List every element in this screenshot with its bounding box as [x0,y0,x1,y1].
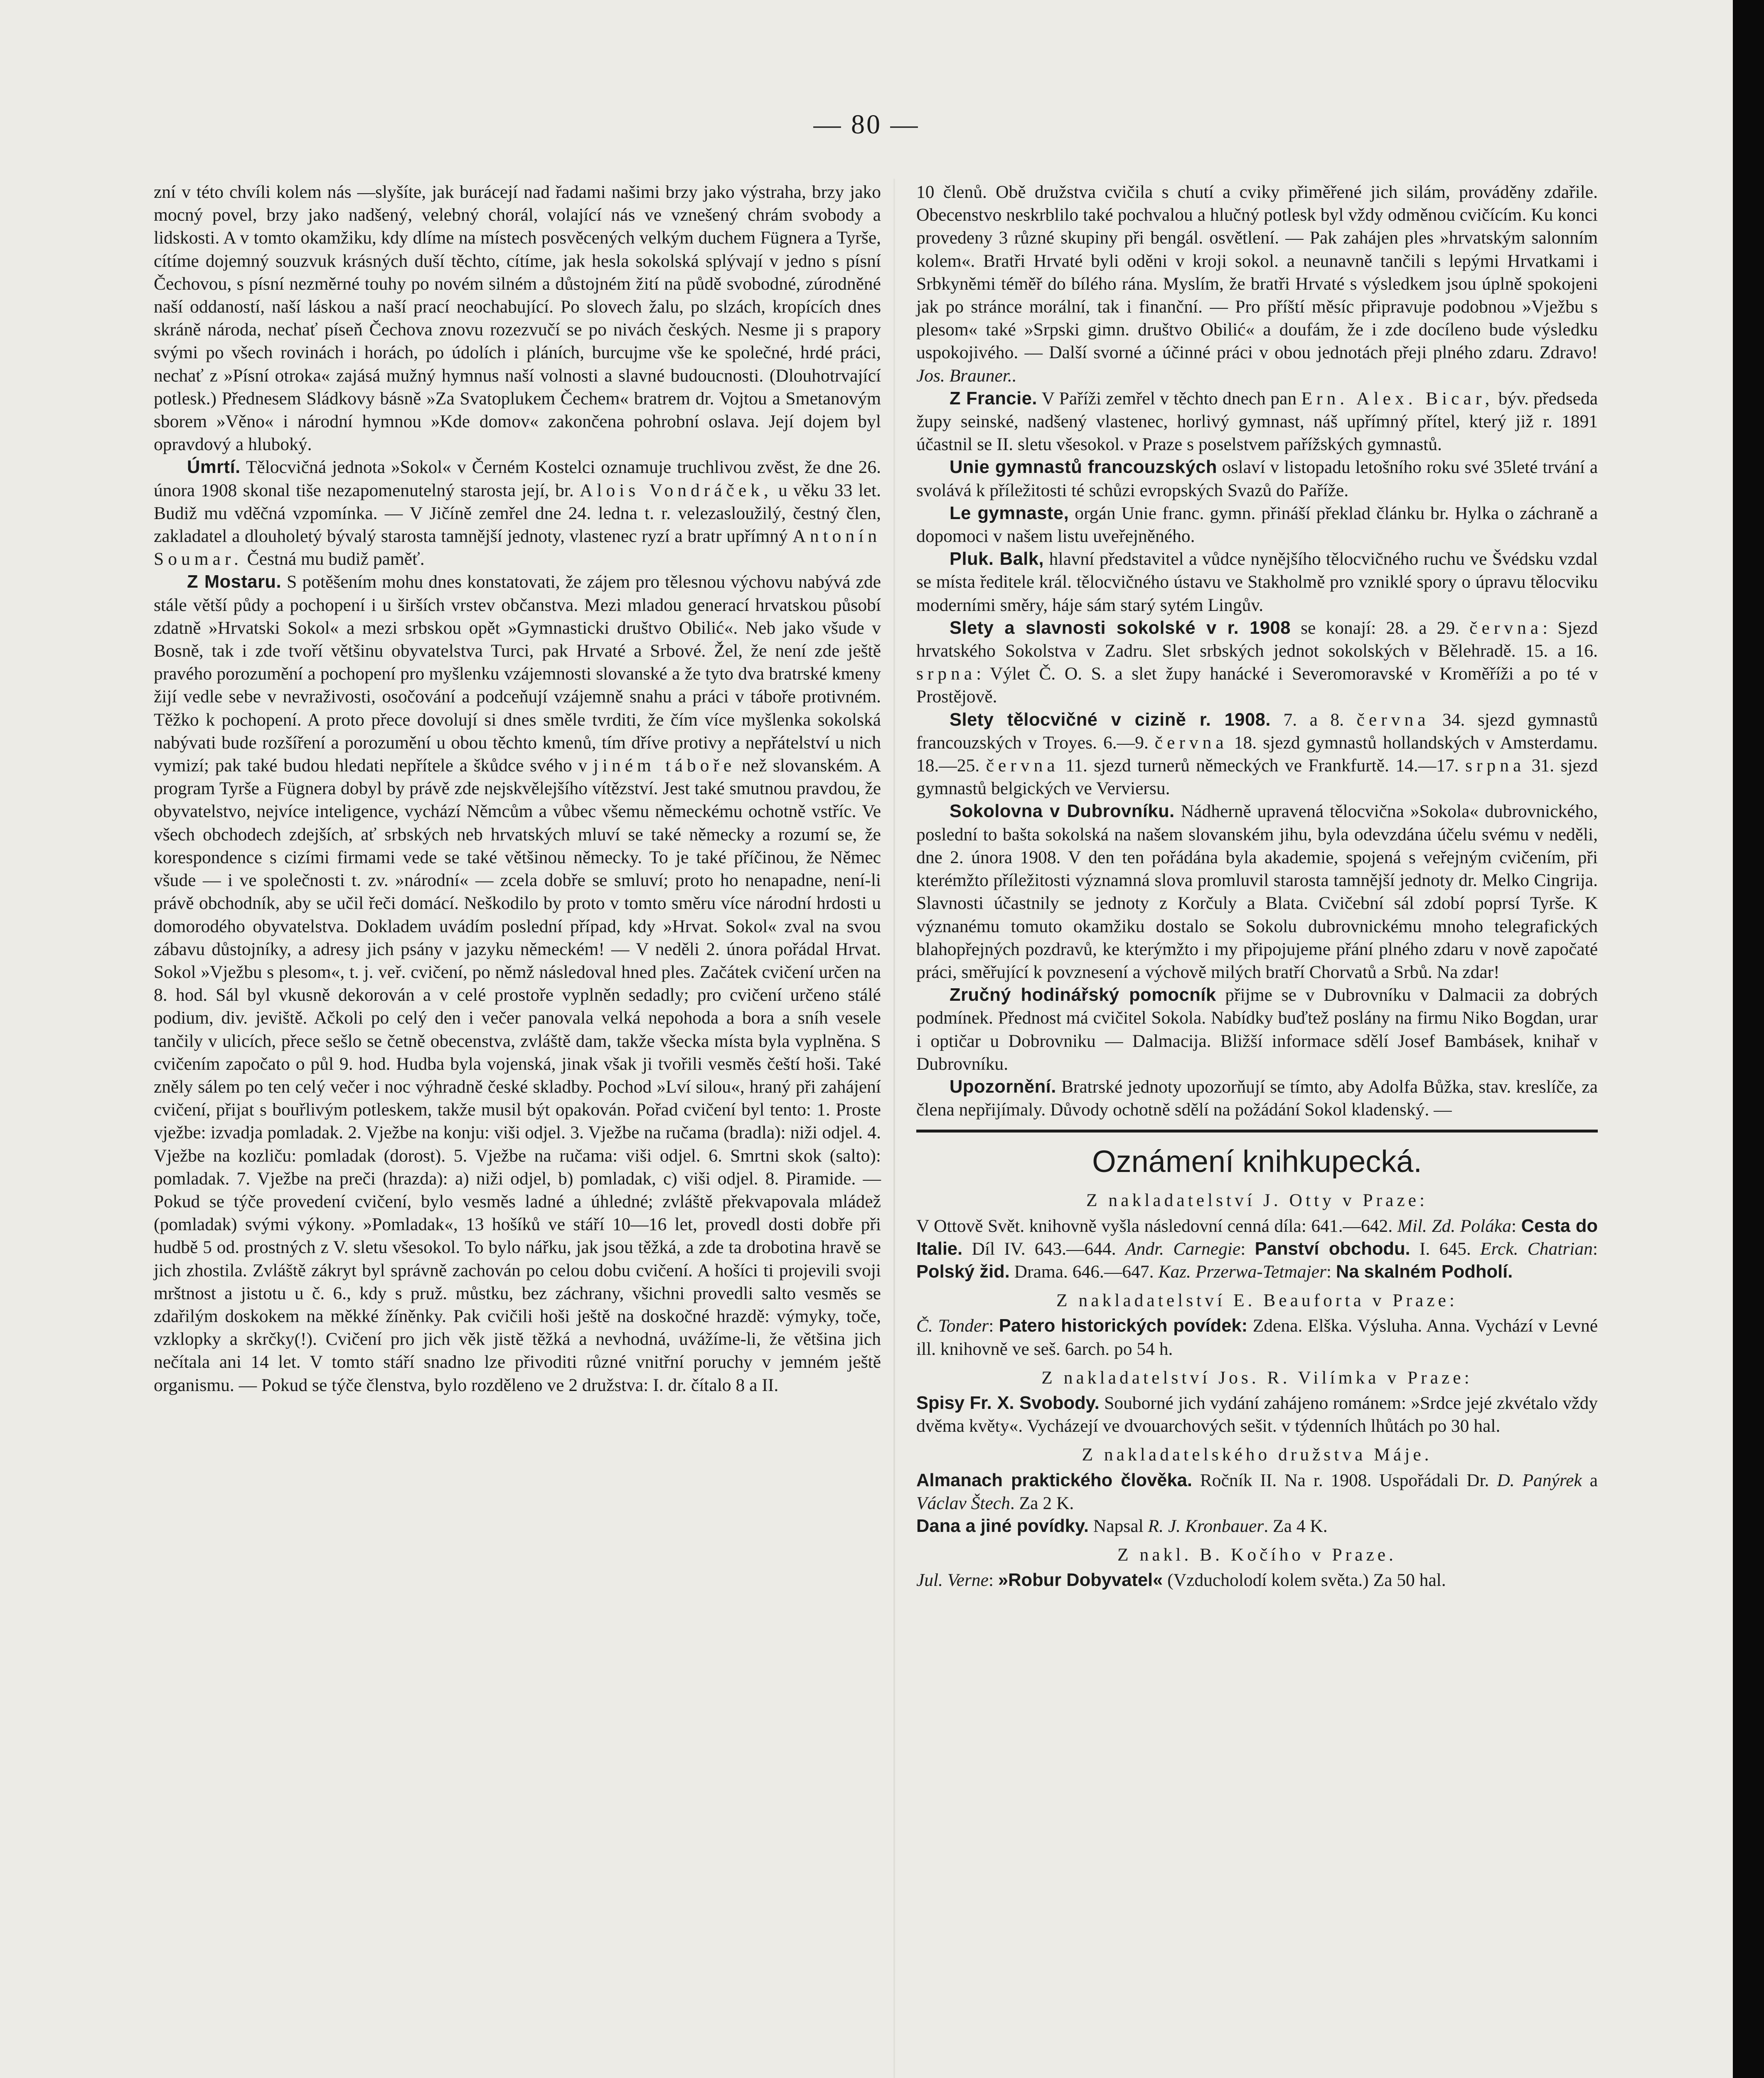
book-author: Václav Štech [916,1493,1010,1513]
page-number: — 80 — [813,109,920,140]
slety-cizine-text: 11. sjezd turnerů německých ve Frankfurtě. 14.—17. [1059,756,1466,776]
le-gymnaste-section [916,502,1598,548]
month-label: června [1356,709,1430,730]
book-author: Mil. Zd. Poláka [1397,1216,1512,1236]
book-author: Č. Tonder [916,1316,989,1336]
book-listing-maje-2 [916,1515,1598,1538]
month-label: srpna [1465,756,1525,776]
book-text: : [1592,1238,1598,1259]
book-text: : [1511,1216,1521,1236]
page-fold-shadow [893,179,895,2078]
publisher-maje: Z nakladatelského družstva Máje. [1082,1445,1432,1465]
francie-section [916,387,1598,456]
mostar-report [154,571,881,1396]
book-text: Zdena. Elška. Výsluha. Anna. Vychází v Levné ill. knihovně ve seš. 6arch. po 54 h. [916,1316,1598,1359]
francie-text: V Paříži zemřel v těchto dnech pan [1037,388,1301,409]
book-author: R. J. Kronbauer [1148,1516,1264,1536]
obituary-text: Čestná mu budiž paměť. [242,549,425,569]
sokolovna-heading: Sokolovna v Dubrovníku. [950,801,1175,822]
publisher-vilimka: Z nakladatelství Jos. R. Vilímka v Praze: [1041,1367,1473,1388]
slety-cizine-text: 31. sjezd gymnastů belgických ve Verviersu. [916,756,1598,799]
book-text: I. 645. [1410,1238,1481,1259]
upozorneni-section [916,1076,1598,1121]
publisher-beauforta: Z nakladatelství E. Beauforta v Praze: [1056,1290,1458,1311]
book-title: Patero historických povídek: [999,1316,1248,1336]
section-divider [916,1130,1598,1133]
obituary-name-soumar: Antonín Soumar. [154,526,881,569]
publisher-otta: Z nakladatelství J. Otty v Praze: [1086,1190,1428,1211]
book-author: Erck. Chatrian [1480,1238,1593,1259]
book-listing-beauforta [916,1315,1598,1360]
book-text: Napsal [1089,1516,1148,1536]
speech-ending-paragraph: zní v této chvíli kolem nás —slyšíte, jak burácejí nad řadami našimi brzy jako výstraha, brzy jako mocný povel, brzy jako nadšený, velebný chorál, volající nás ve vznešený chrám svobody a lidskosti. A v tomto okamžiku, kdy dlíme na místech posvěcených velkým duchem Fügnera a Tyrše, cítíme dojemný souzvuk krásných duší těchto, cítíme, jak hesla sokolská splývají v jedno s písní Čechovou, s písní nezměrné touhy po novém silném a důstojném žití na půdě svobodné, zúrodněné naší oddaností, naší láskou a naší prací neochabující. Po slovech žalu, po slzách, kropících dnes skráně národa, nechať píseň Čechova znovu rozezvučí se po nivách českých. Nesme ji s prapory svými po všech rovinách i horách, po údolích i pláních, burcujme vše ke společné, hrdé práci, nechať z »Písní otroka« zajásá mužný hymnus naší volnosti a slavné budoucnosti. (Dlouhotrvající potlesk.) Přednesem Sládkovy básně »Za Svatoplukem Čechem« bratrem dr. Vojtou a Smetanovým sborem »Věno« i národní hymnou »Kde domov« zakončena pohrobní oslava. Její dojem byl opravdový a hluboký. [154,182,881,455]
slety-cizine-text: 7. a 8. [1270,709,1357,730]
book-text: . Za 4 K. [1264,1516,1328,1536]
book-text: : [989,1316,999,1336]
mostar-report-continued [916,181,1598,387]
book-author: Kaz. Przerwa-Tetmajer [1158,1261,1326,1282]
book-text: : [988,1570,998,1591]
book-text: V Ottově Svět. knihovně vyšla následovní cenná díla: 641.—642. [916,1216,1397,1236]
book-title: Almanach praktického člověka. [916,1470,1192,1490]
month-label: června [986,756,1059,776]
book-text: . Za 2 K. [1010,1493,1074,1513]
mostar-spaced-phrase: jiném táboře [593,756,736,776]
book-title: »Robur Dobyvatel« [998,1570,1163,1591]
obituary-section [154,456,881,571]
mostar-text: než slovanském. A program Tyrše a Fügnera dobyl by právě zde nejskvělejšího vítězství. Jest také smutnou pravdou, že obyvatelstvo, nejvíce inteligence, vychází Němcům a vůbec všemu německému ochotně vstříc. Ve všech obchodech zdejších, ať srbských neb hrvatských mluví se také německy a rozumí se, že korespondence s cizími firmami vede se také většinou německy. To je také příčinou, že Němec všude — i ve společnosti t. zv. »národní« — zcela dobře se smluví; proto ho nenapadne, není-li právě obchodník, aby se učil řeči domácí. Neškodilo by proto v tomto směru více národní hrdosti u domorodého obyvatelstva. Dokladem uvádím poslední případ, kdy »Hrvat. Sokol« zval na svou zábavu důstojníky, a adresy jich psány v jazyku německém! — V neděli 2. února pořádal Hrvat. Sokol »Vježbu s plesom«, t. j. veř. cvičení, po němž následoval hned ples. Začátek cvičení určen na 8. hod. Sál byl vkusně dekorován a v celé prostoře vyplněn sedadly; pro cvičení určeno stálé podium, div. jeviště. Ačkoli po celý den i večer panovala velká nepohoda a bora a sníh vesele tančily v ulicích, přece sešlo se četně obecenstva, zvláště dam, takže všecka místa byla vyplněna. S cvičením započato o půl 9. hod. Hudba byla vojenská, jinak však ji tvořili vesměs čeští hoši. Také zněly sálem po ten celý večer i noc výhradně české skladby. Pochod »Lví silou«, hraný při zahájení cvičení, přijat s bouřlivým potleskem, takže musil být opakován. Pořad cvičení byl tento: 1. Proste vježbe: izvadja pomladak. 2. Vježbe na konju: viši odjel. 3. Vježbe na ručama (bradla): niži odjel. 4. Vježbe na kozliču: pomladak (dorost). 5. Vježbe na ručama: viši odjel. 6. Smrtni skok (salto): pomladak. 7. Vježbe na preči (hrazda): a) niži odjel, b) pomladak, c) viši odjel. 8. Piramide. — Pokud se týče provedení cvičení, bylo vesměs ladné a úhledné; zvláště překvapovala mládež (pomladak) svými výkony. »Pomladak«, 13 hošíků ve stáří 10—16 let, provedl dosti dobře při hudbě 5 od. prostných z V. sletu všesokol. To bylo nářku, jak jsou těžká, a zde ta drobotina hravě se jich zhostila. Zvláště zákryt byl správně zachován po celou dobu cvičení. A hošíci ti projevili svoji mrštnost a jistotu u č. 6., kdy s pruž. můstku, bez záchrany, všichni provedli salto vesměs se zdařilým doskokem na měkké žíněnky. Pak cvičili hoši ještě na doskočné hrazdě: výmyky, toče, vzklopky a skrčky(!). Cvičení pro jich věk jistě těžká a nevhodná, uvážíme-li, že většina jich nečítala ani 14 let. V tomto stáří snadno lze přivoditi různé vnitřní poruchy v jemném ještě organismu. — Pokud se týče členstva, bylo rozděleno ve 2 družstva: I. dr. čítalo 8 a II. [154,756,881,1395]
sokolovna-section [916,800,1598,984]
francie-heading: Z Francie. [950,388,1037,409]
book-author: Jul. Verne [916,1570,989,1591]
le-gymnaste-heading: Le gymnaste, [950,503,1069,523]
mostar-continued-text: 10 členů. Obě družstva cvičila s chutí a cviky přiměřené jich silám, prováděny zdařile. Obecenstvo neskrblilo také pochvalou a hlučný potlesk byl vždy odměnou cvičícím. Ku konci provedeny 3 různé skupiny při bengál. osvětlení. — Pak zahájen ples »hrvatským salonním kolem«. Bratři Hrvaté byli oděni v kroji sokol. a neunavně tančili s lepými Hrvatkami i Srbkyněmi téměř do bílého rána. Myslím, že bratři Hrvaté s výsledkem jsou úplně spokojeni jak po stránce morální, tak i finanční. — Pro příští měsíc připravuje podobnou »Vježbu s plesom« také »Srpski gimn. društvo Obilić« a doufám, že i zde docíleno bude výsledku uspokojivého. — Další svorné a účinné práci v obou jednotách přeji plného zdaru. Zdravo! [916,182,1598,363]
balk-text: hlavní představitel a vůdce nynějšího tělocvičného ruchu ve Švédsku vzdal se místa ředitele král. tělocvičného ústavu ve Stakholmě pro vzniklé spory o úpravu tělocviku moderními směry, háje sám starý sytém Lingův. [916,549,1598,615]
hodinarsky-heading: Zručný hodinářský pomocník [950,985,1216,1005]
book-text: a [1582,1470,1598,1490]
book-title: Panství obchodu. [1255,1238,1410,1259]
book-title: Na skalném Podholí. [1336,1261,1513,1282]
month-label: června [1469,618,1543,638]
upozorneni-heading: Upozornění. [950,1076,1056,1097]
book-author: D. Panýrek [1497,1470,1582,1490]
le-gymnaste-text: orgán Unie franc. gymn. přináší překlad článku br. Hylka o záchraně a dopomoci v našem listu uveřejněného. [916,503,1598,547]
unie-text: oslaví v listopadu letošního roku své 35leté trvání a svolává k příležitosti té schůzi evropských Svazů do Paříže. [916,457,1598,500]
month-label: srpna [916,664,977,684]
slety-sokolske-text: : Výlet Č. O. S. a slet župy hanácké i Severomoravské v Kroměříži a po té v Prostějově. [916,664,1598,707]
slety-cizine-section [916,709,1598,800]
slety-sokolske-section [916,617,1598,709]
book-text: : [1240,1238,1255,1259]
upozorneni-text: Bratrské jednoty upozorňují se tímto, aby Adolfa Bůžka, stav. kreslíče, za člena nepřijímaly. Důvody ochotně sdělí na požádání Sokol kladenský. — [916,1076,1598,1120]
book-text: Souborné jich vydání zahájeno románem: »Srdce jejé zkvétalo vždy dvěma květy«. Vycházejí ve dvouarchových sešit. v týdenních lhůtách po 30 hal. [916,1393,1598,1436]
slety-sokolske-text: se konají: 28. a 29. [1290,618,1470,638]
hodinarsky-section [916,984,1598,1076]
book-title: Dana a jiné povídky. [916,1516,1089,1536]
obituary-heading: Úmrtí. [187,457,241,478]
book-title: Polský žid. [916,1261,1010,1282]
book-text: Ročník II. Na r. 1908. Uspořádali Dr. [1192,1470,1497,1490]
books-heading: Oznámení knihkupecká. [1092,1144,1422,1179]
book-listing-maje [916,1469,1598,1515]
slety-cizine-text: 34. sjezd gymnastů francouzských v Troyes. 6.—9. [916,709,1598,753]
book-text: Drama. 646.—647. [1009,1261,1159,1282]
book-listing-vilimka [916,1392,1598,1438]
book-text: Díl IV. 643.—644. [962,1238,1125,1259]
author-signature: Jos. Brauner.. [916,365,1017,386]
hodinarsky-text: přijme se v Dubrovníku v Dalmacii za dobrých podmínek. Přednost má cvičitel Sokola. Nabídky buďtež poslány na firmu Niko Bogdan, urar i optičar u Dobrovniku — Dalmacija. Bližší informace sdělí Josef Bambásek, knihař v Dubrovníku. [916,985,1598,1074]
balk-heading: Pluk. Balk, [950,549,1044,569]
book-author: Andr. Carnegie [1125,1238,1241,1259]
slety-cizine-heading: Slety tělocvičné v cizině r. 1908. [950,709,1271,730]
book-text: : [1326,1261,1336,1282]
unie-heading: Unie gymnastů francouzských [950,457,1217,478]
left-column [154,181,881,2078]
book-listing-otta [916,1215,1598,1284]
obituary-name-vondracek: Alois Vondráček, [579,480,773,500]
obituary-text: Tělocvičná jednota »Sokol« v Černém Kostelci oznamuje truchlivou zvěst, že dne 26. února 1908 skonal tiše nezapomenutelný starosta její, br. [154,457,881,500]
balk-section [916,548,1598,617]
right-column [916,181,1598,2078]
mostar-text: S potěšením mohu dnes konstatovati, že zájem pro tělesnou výchovu nabývá zde stále větší půdy a pochopení i u širších vrstev občanstva. Mezi mladou generací hrvatskou působí zdatně »Hrvatski Sokol« a mezi srbskou opět »Gymnasticki društvo Obilić«. Neb jako všude v Bosně, tak i zde tvoří většinu obyvatelstva Turci, pak Hrvaté a Srbové. Žel, že není zde ještě pravého porozumění a pochopení pro myšlenku vzájemnosti slovanské a že tyto dva bratrské kmeny žijí vedle sebe v nevraživosti, osočování a podceňují vzájemně snahu a práci v táboře protivném. Těžko k pochopení. A proto přece dovolují si dnes směle tvrditi, že čím více myšlenka sokolská nabývati bude rozšíření a porozumění u obou těchto kmenů, tím dříve protivy a nepřátelství u nich vymizí; pak také budou hledati nepřítele a škůdce svého v [154,572,881,776]
book-title: Cesta do Italie. [916,1216,1598,1259]
slety-cizine-text: 18. sjezd gymnastů hollandských v Amsterdamu. 18.—25. [916,732,1598,776]
book-listing-kociho [916,1569,1598,1592]
francie-text: býv. předseda župy seinské, nadšený vlastenec, horlivý gymnast, náš upřímný přítel, který již r. 1891 účastnil se II. sletu všesokol. v Praze s poselstvem pařížských gymnastů. [916,388,1598,455]
sokolovna-text: Nádherně upravená tělocvična »Sokola« dubrovnického, poslední to bašta sokolská na našem slovanském jihu, byla odevzdána účelu svému v neděli, dne 2. února 1908. V den ten pořádána byla akademie, spojená s veřejným cvičením, při kterémžto příležitosti významná slova promluvil starosta tamnější jednoty dr. Melko Cingrija. Slavnosti účastnily se jednoty z Korčuly a Blata. Cvičební sál zdobí poprsí Tyrše. K význanému tomuto okamžiku dostalo se Sokolu dubrovnickému mnoho telegrafických blahopřejných pozdravů, ke kterýmžto i my připojujeme přání plného zdaru v nově započaté práci, směřující k povznesení a výchově milých bratří Chorvatů a Srbů. Na zdar! [916,801,1598,982]
book-text: (Vzducholodí kolem světa.) Za 50 hal. [1163,1570,1446,1591]
month-label: června [1154,732,1228,753]
mostar-heading: Z Mostaru. [187,572,282,592]
slety-sokolske-heading: Slety a slavnosti sokolské v r. 1908 [950,618,1291,638]
book-title: Spisy Fr. X. Svobody. [916,1393,1100,1413]
obituary-text: u věku 33 let. Budiž mu vděčná vzpomínka. — V Jičíně zemřel dne 24. ledna t. r. velezasloužilý, čestný člen, zakladatel a dlouholetý bývalý starosta tamnější jednoty, vlastenec ryzí a bratr upřímný [154,480,881,547]
slety-sokolske-text: : Sjezd hrvatského Sokolstva v Zadru. Slet srbských jednot sokolských v Bělehradě. 15. a 16. [916,618,1598,661]
publisher-kociho: Z nakl. B. Kočího v Praze. [1117,1545,1397,1565]
francie-name-bicar: Ern. Alex. Bicar, [1301,388,1494,409]
unie-section [916,456,1598,502]
